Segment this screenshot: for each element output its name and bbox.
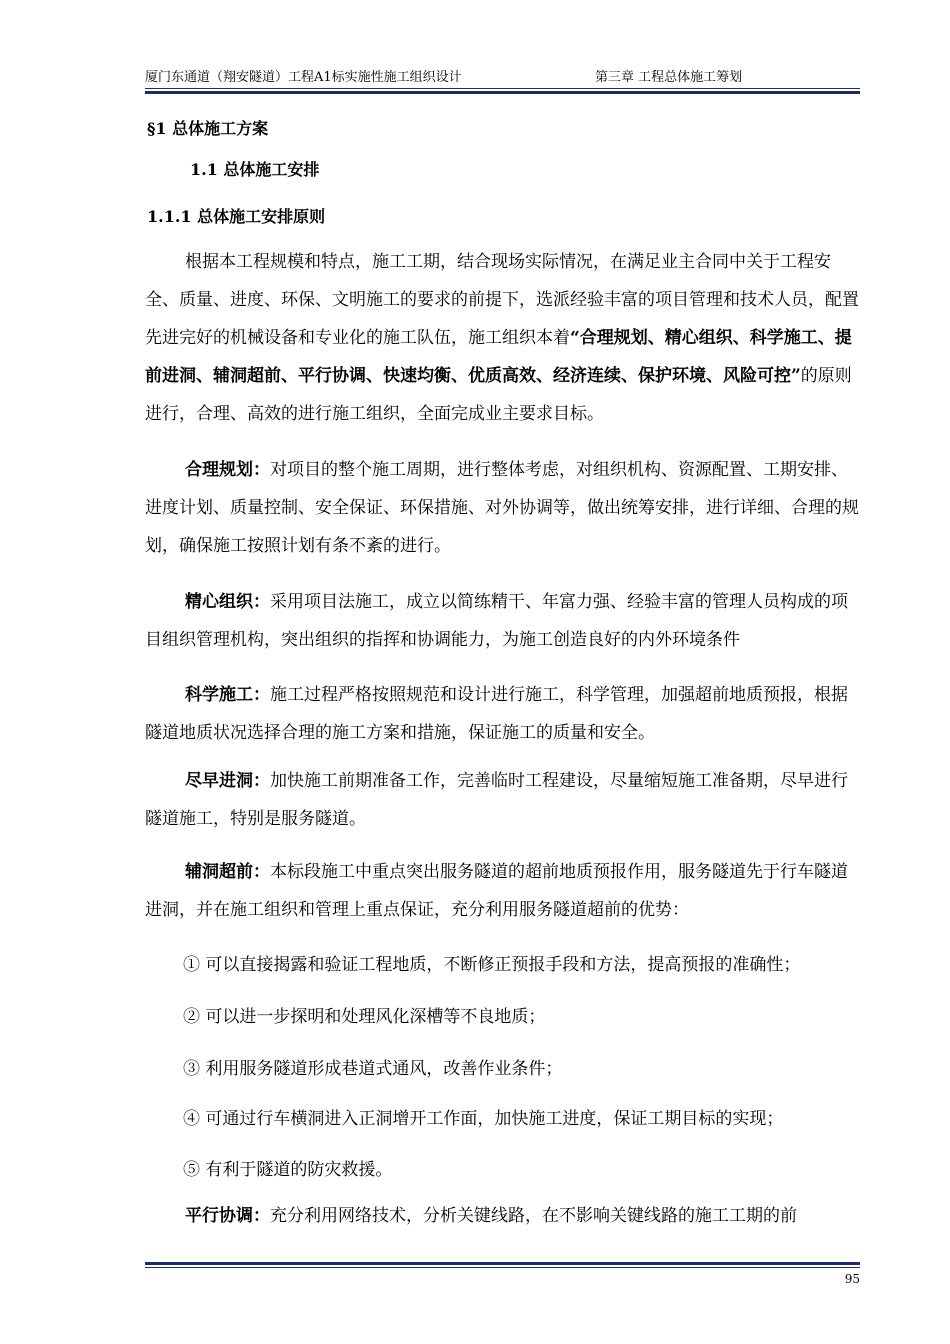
footer-rule-thin bbox=[145, 1267, 860, 1268]
header-chapter-title: 第三章 工程总体施工筹划 bbox=[595, 70, 743, 85]
intro-text-a: 根据本工程规模和特点，施工工期，结合现场实际情况，在满足业主合同中关于工程安全、质量、进度、环保、文明施工的要求的前提下，选派经验丰富的项目管理和技术人员，配置先进完好的机械设备和专业化的施工队伍，施工组织本着 bbox=[145, 252, 859, 348]
list-item: ③ 利用服务隧道形成巷道式通风，改善作业条件； bbox=[183, 1059, 563, 1079]
paragraph-label: 辅洞超前： bbox=[185, 862, 270, 882]
paragraph-text: 充分利用网络技术，分析关键线路，在不影响关键线路的施工工期的前 bbox=[270, 1206, 797, 1226]
paragraph-label: 合理规划： bbox=[185, 460, 270, 480]
paragraph-label: 精心组织： bbox=[185, 592, 270, 612]
list-item: ⑤ 有利于隧道的防灾救援。 bbox=[183, 1160, 393, 1180]
intro-principles-bold: “合理规划、精心组织、科学施工、提前进洞、辅洞超前、平行协调、快速均衡、优质高效、经济连续、保护环境、风险可控” bbox=[145, 328, 852, 386]
paragraph-text: 采用项目法施工，成立以简练精干、年富力强、经验丰富的管理人员构成的项目组织管理机构，突出组织的指挥和协调能力，为施工创造良好的内外环境条件 bbox=[145, 592, 848, 650]
header-rule-thin bbox=[145, 88, 860, 89]
page-number: 95 bbox=[844, 1272, 860, 1286]
intro-text-b: 的原则进行，合理、高效的进行施工组织，全面完成业主要求目标。 bbox=[145, 366, 852, 424]
header-rule-thick bbox=[145, 91, 860, 94]
paragraph-scientific-construction bbox=[145, 676, 860, 752]
subsubsection-heading: 1.1.1 总体施工安排原则 bbox=[147, 207, 326, 226]
list-item: ② 可以进一步探明和处理风化深槽等不良地质； bbox=[183, 1007, 546, 1027]
section-heading: §1 总体施工方案 bbox=[147, 119, 269, 138]
header-document-title: 厦门东通道（翔安隧道）工程A1标实施性施工组织设计 bbox=[145, 70, 462, 85]
paragraph-text: 施工过程严格按照规范和设计进行施工，科学管理，加强超前地质预报，根据隧道地质状况选择合理的施工方案和措施，保证施工的质量和安全。 bbox=[145, 685, 848, 743]
paragraph-text: 加快施工前期准备工作，完善临时工程建设，尽量缩短施工准备期，尽早进行隧道施工，特别是服务隧道。 bbox=[145, 771, 848, 829]
page-header bbox=[145, 66, 860, 86]
paragraph-text: 对项目的整个施工周期，进行整体考虑，对组织机构、资源配置、工期安排、进度计划、质量控制、安全保证、环保措施、对外协调等，做出统筹安排，进行详细、合理的规划，确保施工按照计划有条不紊的进行。 bbox=[145, 460, 859, 556]
paragraph-label: 科学施工： bbox=[185, 685, 270, 705]
footer-rule-thick bbox=[145, 1262, 860, 1265]
paragraph-label: 尽早进洞： bbox=[185, 771, 270, 791]
paragraph-careful-organization bbox=[145, 583, 860, 659]
list-item: ④ 可通过行车横洞进入正洞增开工作面，加快施工进度，保证工期目标的实现； bbox=[183, 1109, 784, 1129]
paragraph-label: 平行协调： bbox=[185, 1206, 270, 1226]
paragraph-reasonable-planning bbox=[145, 451, 860, 565]
paragraph-text: 本标段施工中重点突出服务隧道的超前地质预报作用，服务隧道先于行车隧道进洞，并在施工组织和管理上重点保证，充分利用服务隧道超前的优势： bbox=[145, 862, 848, 920]
paragraph-early-entry bbox=[145, 762, 860, 838]
subsection-heading: 1.1 总体施工安排 bbox=[190, 160, 320, 179]
paragraph-auxiliary-tunnel-ahead bbox=[145, 853, 860, 929]
paragraph-parallel-coordination bbox=[145, 1197, 860, 1235]
list-item: ① 可以直接揭露和验证工程地质，不断修正预报手段和方法，提高预报的准确性； bbox=[183, 955, 801, 975]
intro-paragraph bbox=[145, 243, 860, 433]
